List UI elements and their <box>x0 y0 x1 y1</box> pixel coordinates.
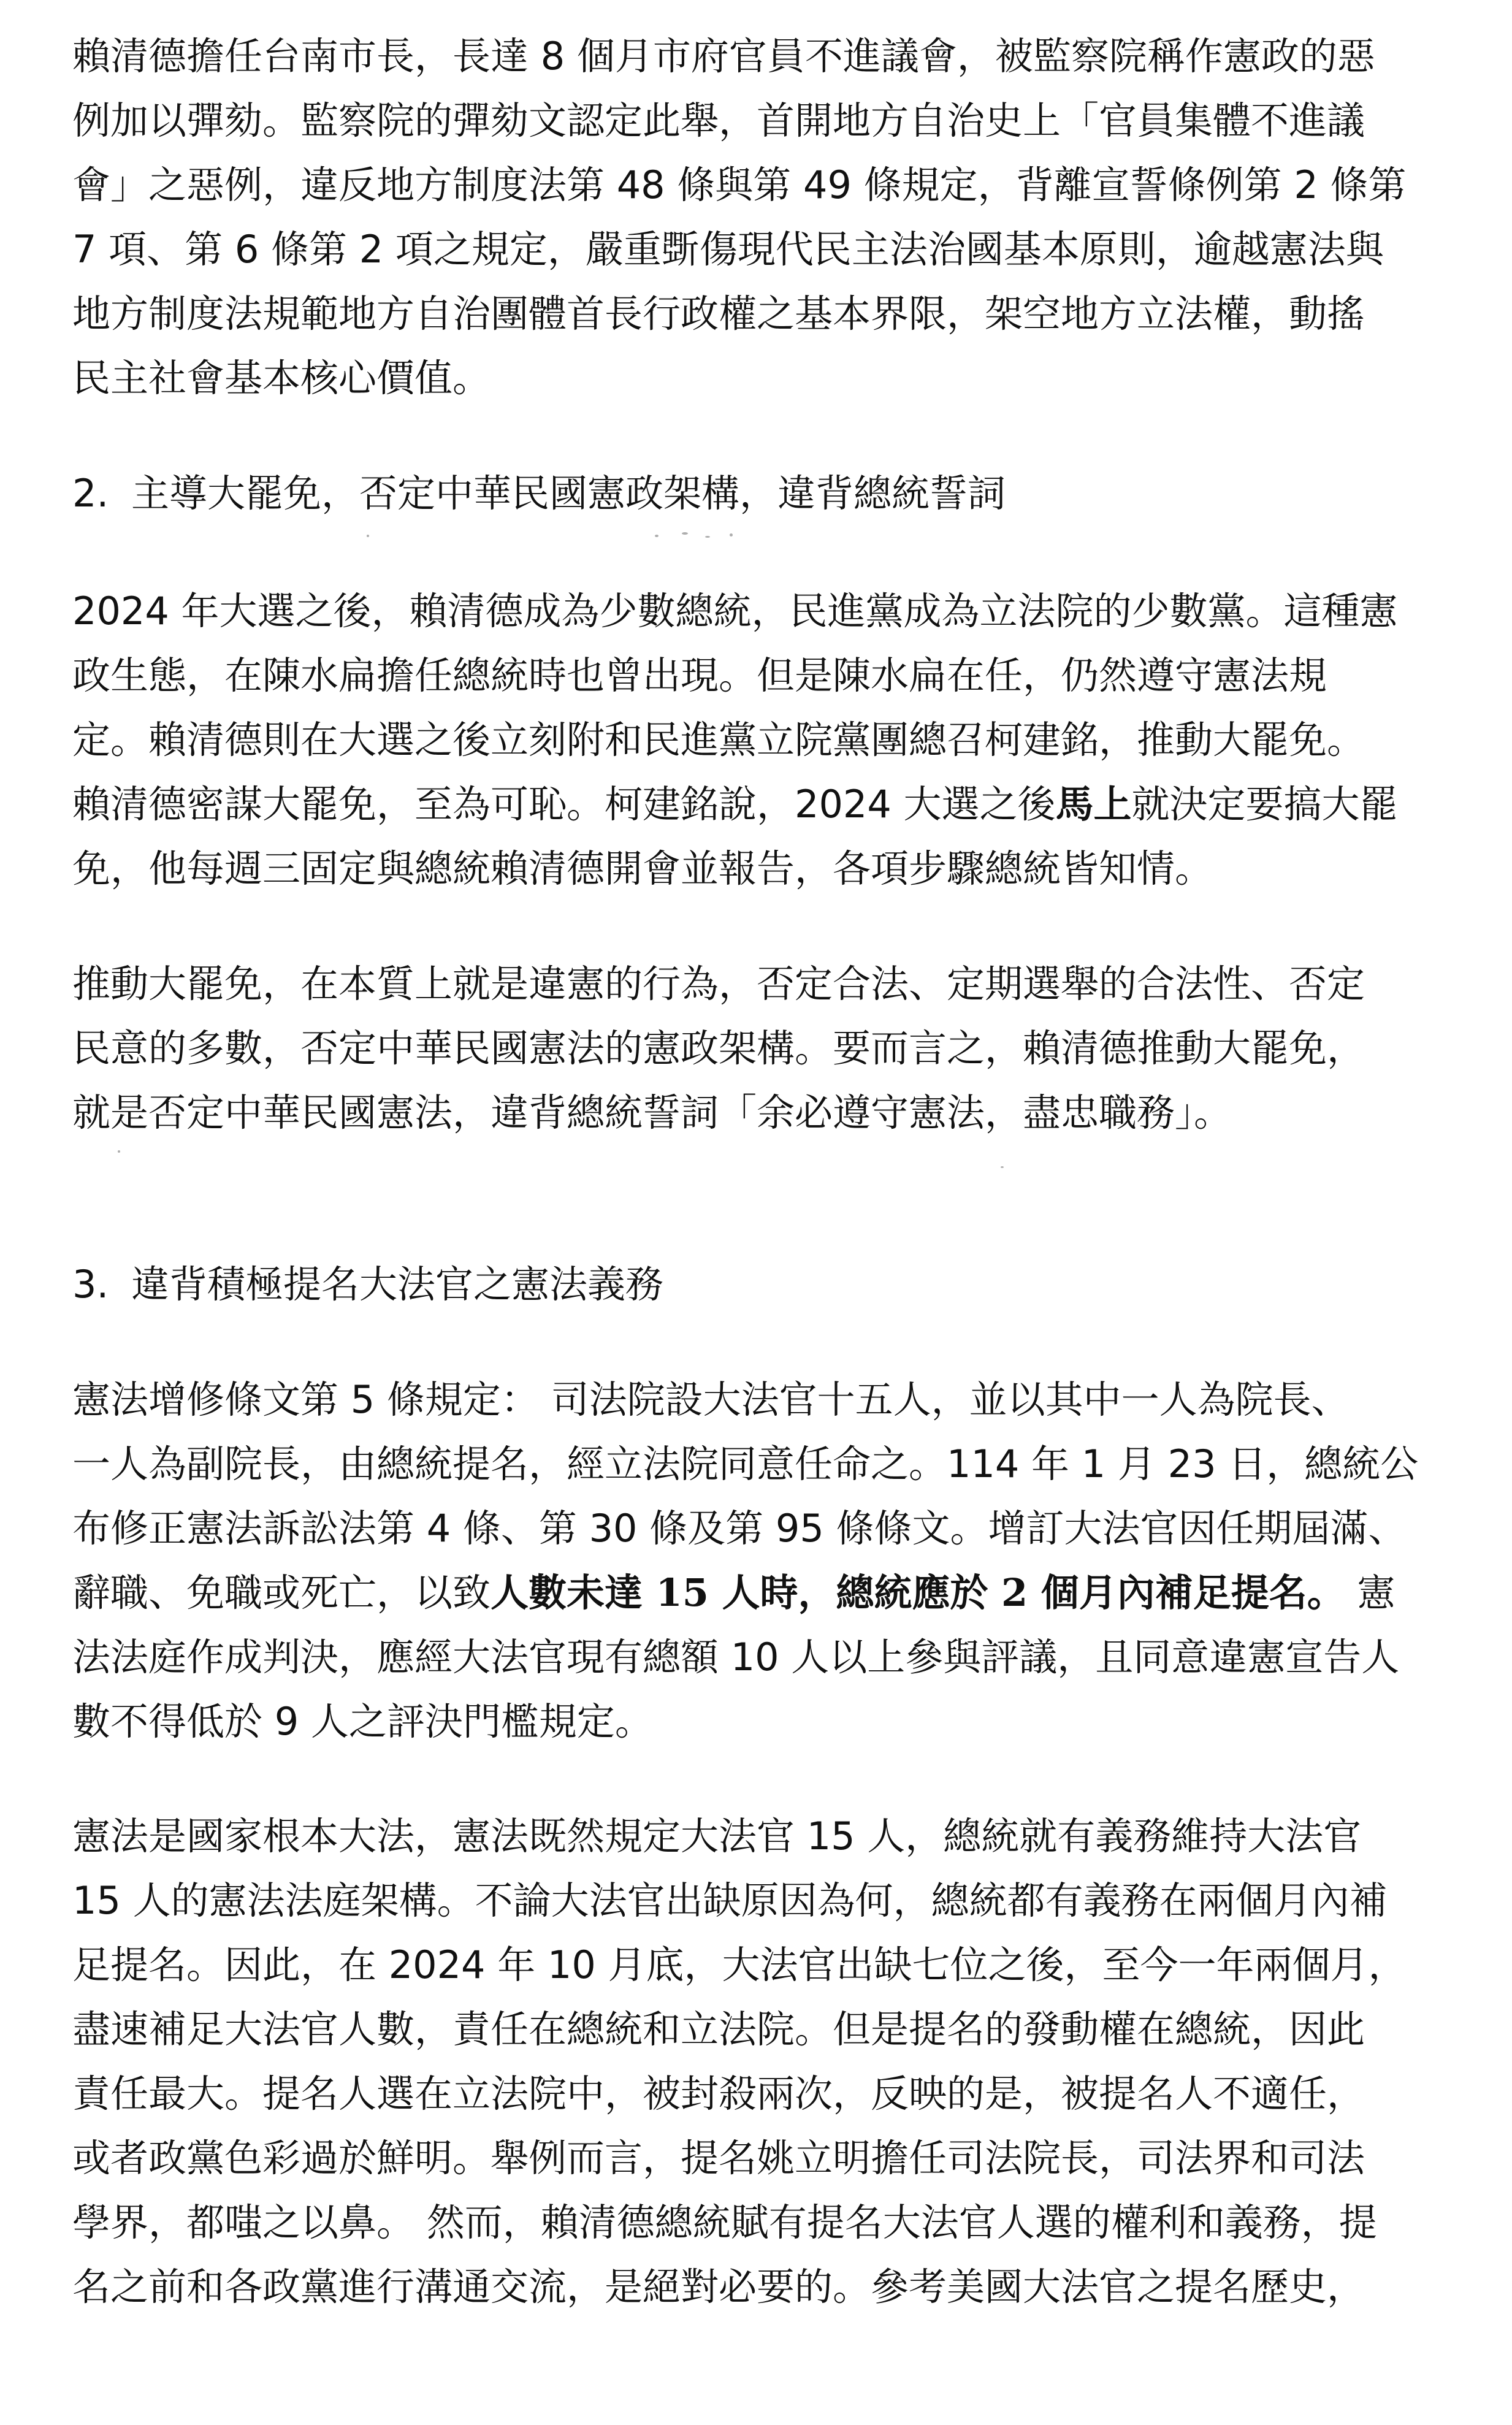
text-line <box>72 780 1483 829</box>
section-heading <box>72 469 1483 518</box>
text-line: 就是否定中華民國憲法，違背總統誓詞「余必遵守憲法，盡忠職務」。 <box>72 1090 1232 1135</box>
text-line: 名之前和各政黨進行溝通交流，是絕對必要的。參考美國大法官之提名歷史， <box>72 2264 1365 2309</box>
scan-speck <box>730 533 733 537</box>
text-line: 政生態，在陳水扁擔任總統時也曾出現。但是陳水扁在任，仍然遵守憲法規 <box>72 653 1327 698</box>
text-line: 憲法增修條文第 5 條規定： 司法院設大法官十五人，並以其中一人為院長、 <box>72 1377 1350 1422</box>
text-line: 責任最大。提名人選在立法院中，被封殺兩次，反映的是，被提名人不適任， <box>72 2071 1365 2116</box>
text-line: 或者政黨色彩過於鮮明。舉例而言，提名姚立明擔任司法院長，司法界和司法 <box>72 2136 1365 2180</box>
text-run: 賴清德密謀大罷免，至為可恥。柯建銘說，2024 大選之後 <box>72 782 1056 827</box>
text-line: 7 項、第 6 條第 2 項之規定，嚴重斲傷現代民主法治國基本原則，逾越憲法與 <box>72 227 1384 272</box>
text-line: 2024 年大選之後，賴清德成為少數總統，民進黨成為立法院的少數黨。這種憲 <box>72 589 1398 633</box>
section-heading <box>72 1260 1483 1309</box>
text-line: 憲法是國家根本大法，憲法既然規定大法官 15 人，總統就有義務維持大法官 <box>72 1814 1362 1858</box>
text-line: 地方制度法規範地方自治團體首長行政權之基本界限，架空地方立法權，動搖 <box>72 291 1365 336</box>
text-line: 足提名。因此，在 2024 年 10 月底，大法官出缺七位之後，至今一年兩個月， <box>72 1942 1407 1987</box>
bold-text-run: 人數未達 15 人時，總統應於 2 個月內補足提名。 <box>491 1570 1345 1615</box>
text-run: 憲 <box>1345 1570 1396 1615</box>
text-line: 學界，都嗤之以鼻。 然而，賴清德總統賦有提名大法官人選的權利和義務，提 <box>72 2200 1377 2245</box>
text-run: 辭職、免職或死亡，以致 <box>72 1570 491 1615</box>
scan-speck <box>118 1150 120 1153</box>
text-line: 推動大罷免，在本質上就是違憲的行為，否定合法、定期選舉的合法性、否定 <box>72 961 1365 1006</box>
text-line: 數不得低於 9 人之評決門檻規定。 <box>72 1699 653 1744</box>
text-line <box>72 1568 1483 1617</box>
text-line: 賴清德擔任台南市長，長達 8 個月市府官員不進議會，被監察院稱作憲政的惡 <box>72 34 1375 78</box>
text-line: 布修正憲法訴訟法第 4 條、第 30 條及第 95 條條文。增訂大法官因任期屆滿、 <box>72 1506 1407 1551</box>
text-line: 民主社會基本核心價值。 <box>72 356 491 400</box>
scan-speck <box>1001 1166 1004 1168</box>
section-title: 違背積極提名大法官之憲法義務 <box>131 1262 664 1307</box>
text-line: 法法庭作成判決，應經大法官現有總額 10 人以上參與評議，且同意違憲宣告人 <box>72 1635 1400 1679</box>
text-line: 一人為副院長，由總統提名，經立法院同意任命之。114 年 1 月 23 日，總統公 <box>72 1442 1419 1486</box>
text-line: 民意的多數，否定中華民國憲法的憲政架構。要而言之，賴清德推動大罷免， <box>72 1026 1365 1071</box>
bold-text-run: 馬上 <box>1055 782 1132 827</box>
section-title: 主導大罷免，否定中華民國憲政架構，違背總統誓詞 <box>131 471 1006 516</box>
scan-speck <box>655 535 659 537</box>
text-line: 15 人的憲法法庭架構。不論大法官出缺原因為何，總統都有義務在兩個月內補 <box>72 1878 1388 1923</box>
text-line: 盡速補足大法官人數，責任在總統和立法院。但是提名的發動權在總統，因此 <box>72 2007 1365 2052</box>
scan-speck <box>682 532 688 535</box>
text-line: 會」之惡例，違反地方制度法第 48 條與第 49 條規定，背離宣誓條例第 2 條第 <box>72 162 1407 207</box>
scan-speck <box>367 535 369 537</box>
section-number: 2. <box>72 471 109 516</box>
section-number: 3. <box>72 1262 109 1307</box>
scan-speck <box>705 536 710 538</box>
text-line: 定。賴清德則在大選之後立刻附和民進黨立院黨團總召柯建銘，推動大罷免。 <box>72 717 1365 762</box>
text-line: 例加以彈劾。監察院的彈劾文認定此舉，首開地方自治史上「官員集體不進議 <box>72 98 1365 143</box>
text-run: 就決定要搞大罷 <box>1131 782 1398 827</box>
text-line: 免，他每週三固定與總統賴清德開會並報告，各項步驟總統皆知情。 <box>72 846 1213 891</box>
